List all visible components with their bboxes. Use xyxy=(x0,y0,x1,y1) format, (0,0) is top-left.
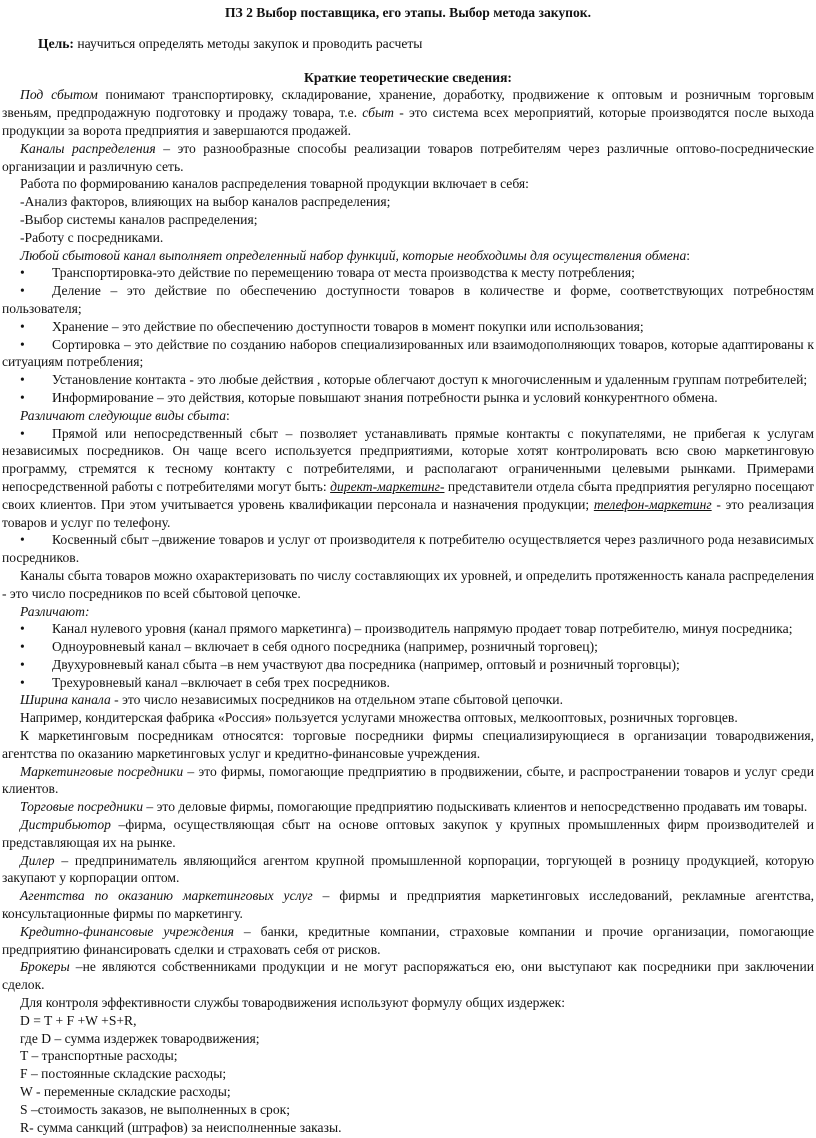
bullet-item-direct-sales xyxy=(2,425,814,532)
term: Дилер xyxy=(20,852,55,868)
term: Маркетинговые посредники xyxy=(20,763,184,779)
formula-block xyxy=(2,1012,814,1137)
bullet-icon: • xyxy=(20,621,25,637)
bullet-item xyxy=(2,656,814,674)
bullet-icon: • xyxy=(20,389,25,405)
formula-line: где D – сумма издержек товародвижения; xyxy=(20,1030,260,1046)
bullet-text: Сортировка – это действие по созданию наборов специализированных или взаимодополняющих товаров, которые адаптированы к ситуациям потребления; xyxy=(2,336,814,370)
text-span: – это деловые фирмы, помогающие предприятию подыскивать клиентов и непосредственно продавать им товары. xyxy=(143,799,808,815)
italic-text: Различают: xyxy=(20,603,90,619)
bullet-icon: • xyxy=(20,532,25,548)
bullet-text: Транспортировка-это действие по перемещению товара от места производства к месту потребления; xyxy=(52,265,635,281)
term-sales: Под сбытом xyxy=(20,87,98,103)
paragraph-distinguish xyxy=(2,603,814,621)
paragraph-definition xyxy=(2,958,814,994)
text-span: – фирмы и предприятия маркетинговых исследований, рекламные агентства, консультационные фирмы по маркетингу. xyxy=(2,888,814,922)
paragraph-definition xyxy=(2,798,814,816)
bullet-item xyxy=(2,282,814,318)
text-span: –фирма, осуществляющая сбыт на основе оптовых закупок у крупных промышленных фирм производителей и представляющая их на рынке. xyxy=(2,817,814,850)
text-span: - это число независимых посредников на отдельном этапе сбытовой цепочки. xyxy=(110,692,563,708)
paragraph-channel-levels: Каналы сбыта товаров можно охарактеризовать по числу составляющих их уровней, и определить протяженность канала распределения - это число посредников по всей сбытовой цепочке. xyxy=(2,567,814,601)
text-span: : xyxy=(686,247,691,263)
paragraph-channel-width xyxy=(2,691,814,709)
text-span: - это реализация товаров и услуг по телефону. xyxy=(2,496,814,530)
bullet-icon: • xyxy=(20,674,25,690)
paragraph-marketing-intermediaries: К маркетинговым посредникам относятся: торговые посредники фирмы специализирующиеся в организации товародвижения, агентства по оказанию маркетинговых услуг и кредитно-финансовые учреждения. xyxy=(2,728,814,761)
bullet-item xyxy=(2,336,814,372)
bullet-item xyxy=(2,389,814,407)
formula-line: W - переменные складские расходы; xyxy=(20,1084,231,1100)
term: Брокеры xyxy=(20,959,70,975)
bullet-text: Установление контакта - это любые действия , которые облегчают доступ к многочисленным и удаленным группам потребителей; xyxy=(52,372,808,388)
bullet-item xyxy=(2,620,814,638)
bullet-item xyxy=(2,371,814,389)
paragraph-functions-intro xyxy=(2,247,814,265)
formula-line: T – транспортные расходы; xyxy=(20,1048,178,1064)
bullet-icon: • xyxy=(20,336,25,352)
term-channels: Каналы распределения xyxy=(20,140,156,156)
text-span: –не являются собственниками продукции и не могут распоряжаться ею, они выступают как посредники при заключении сделок. xyxy=(2,959,814,993)
dash-item: -Выбор системы каналов распределения; xyxy=(20,211,258,227)
paragraph-definition xyxy=(2,852,814,888)
goal-paragraph xyxy=(2,35,814,53)
formula-line: D = T + F +W +S+R, xyxy=(20,1012,137,1028)
italic-text: Различают следующие виды сбыта xyxy=(20,407,227,423)
paragraph-definition xyxy=(2,816,814,852)
term: Агентства по оказанию маркетинговых услуг xyxy=(20,888,313,904)
text-span: – банки, кредитные компании, страховые компании и прочие организации, помогающие предприятию финансировать сделки и страховать себя от рисков. xyxy=(2,923,814,957)
formula-line: S –стоимость заказов, не выполненных в срок; xyxy=(20,1101,291,1117)
paragraph-formula-intro: Для контроля эффективности службы товародвижения используют формулу общих издержек: xyxy=(20,995,566,1011)
bullet-text: Хранение – это действие по обеспечению доступности товаров в момент покупки или использования; xyxy=(52,318,644,334)
italic-text: Любой сбытовой канал выполняет определенный набор функций, которые необходимы для осуществления обмена xyxy=(20,247,687,263)
bullet-item-indirect-sales xyxy=(2,531,814,567)
bullet-icon: • xyxy=(20,425,25,441)
paragraph-definition xyxy=(2,763,814,799)
term: Дистрибьютор xyxy=(20,817,111,833)
text-span: - это система всех мероприятий, которые производятся после выхода продукции за ворота предприятия и завершаются продажей. xyxy=(2,105,814,138)
paragraph-definition xyxy=(2,923,814,959)
formula-line: R- сумма санкций (штрафов) за неисполненные заказы. xyxy=(20,1119,342,1135)
bullet-item xyxy=(2,318,814,336)
text-span: – предприниматель являющийся агентом крупной промышленной корпорации, торгующей в розницу продукцией, которую закупают у корпорации оптом. xyxy=(2,852,814,886)
dash-item: -Работу с посредниками. xyxy=(20,229,164,245)
goal-text: научиться определять методы закупок и проводить расчеты xyxy=(73,35,423,51)
bullet-icon: • xyxy=(20,372,25,388)
formula-line: F – постоянные складские расходы; xyxy=(20,1066,227,1082)
bullet-text: Информирование – это действия, которые повышают знания потребности рынка и условий конкурентного обмена. xyxy=(52,389,718,405)
paragraph-work-includes: Работа по формированию каналов распределения товарной продукции включает в себя: xyxy=(20,176,529,192)
text-span: – это разнообразные способы реализации товаров потребителям через различные оптово-посреднические организации и различную сеть. xyxy=(2,140,814,174)
bullet-text: Одноуровневый канал – включает в себя одного посредника (например, розничный торговец); xyxy=(52,639,598,655)
bullet-text: Канал нулевого уровня (канал прямого маркетинга) – производитель напрямую продает товар потребителю, минуя посредника; xyxy=(52,621,793,637)
text-span: : xyxy=(226,407,230,423)
paragraph-sales-definition xyxy=(2,86,814,139)
term-sbyt: сбыт xyxy=(362,105,394,121)
section-subtitle: Краткие теоретические сведения: xyxy=(304,69,512,85)
bullet-text: Деление – это действие по обеспечению доступности товаров в количестве и форме, соответствующих потребностям пользователя; xyxy=(2,283,814,316)
bullet-item xyxy=(2,638,814,656)
bullet-text: Двухуровневый канал сбыта –в нем участвуют два посредника (например, оптовый и розничный торговцы); xyxy=(52,656,680,672)
term-direct-marketing: директ-маркетинг- xyxy=(330,478,445,494)
bullet-item xyxy=(2,264,814,282)
goal-label: Цель: xyxy=(38,35,74,51)
text-span: Прямой или непосредственный сбыт – позволяет устанавливать прямые контакты с покупателями, не прибегая к услугам независимых посредников. Он чаще всего используется предприятиями, которые хотят контролировать всю свою маркетинговую программу, стремятся к тесному контакту с потребителями, и располагают ограниченными целевыми рынками. Примерами непосредственной работы с потребителями могут быть: xyxy=(2,425,814,494)
term: Кредитно-финансовые учреждения xyxy=(20,923,234,939)
paragraph-sales-types-intro xyxy=(2,407,814,425)
bullet-icon: • xyxy=(20,283,25,299)
paragraph-distribution-channels xyxy=(2,140,814,176)
term: Торговые посредники xyxy=(20,799,143,815)
bullet-icon: • xyxy=(20,656,25,672)
bullet-item xyxy=(2,674,814,692)
text-span: представители отдела сбыта предприятия регулярно посещают своих клиентов. При этом учитывается уровень квалификации персонала и назначения продукции; xyxy=(2,478,814,512)
bullet-icon: • xyxy=(20,639,25,655)
paragraph-example: Например, кондитерская фабрика «Россия» пользуется услугами множества оптовых, мелкооптовых, розничных торговцев. xyxy=(20,710,738,726)
text-span: понимают транспортировку, складирование, хранение, доработку, продвижение к оптовым и розничным торговым звеньям, предпродажную подготовку и продажу товара, т.е. xyxy=(2,87,814,121)
bullet-text: Косвенный сбыт –движение товаров и услуг от производителя к потребителю осуществляется через различного рода независимых посредников. xyxy=(2,532,814,566)
bullet-text: Трехуровневый канал –включает в себя трех посредников. xyxy=(52,674,390,690)
bullet-icon: • xyxy=(20,318,25,334)
term-telephone-marketing: телефон-маркетинг xyxy=(593,496,712,512)
text-span: – это фирмы, помогающие предприятию в продвижении, сбыте, и распространении товаров и услуг среди клиентов. xyxy=(2,763,814,797)
bullet-icon: • xyxy=(20,265,25,281)
paragraph-definition xyxy=(2,887,814,923)
term-channel-width: Ширина канала xyxy=(20,692,111,708)
document-title: ПЗ 2 Выбор поставщика, его этапы. Выбор метода закупок. xyxy=(224,5,592,20)
dash-item: -Анализ факторов, влияющих на выбор каналов распределения; xyxy=(20,194,391,210)
